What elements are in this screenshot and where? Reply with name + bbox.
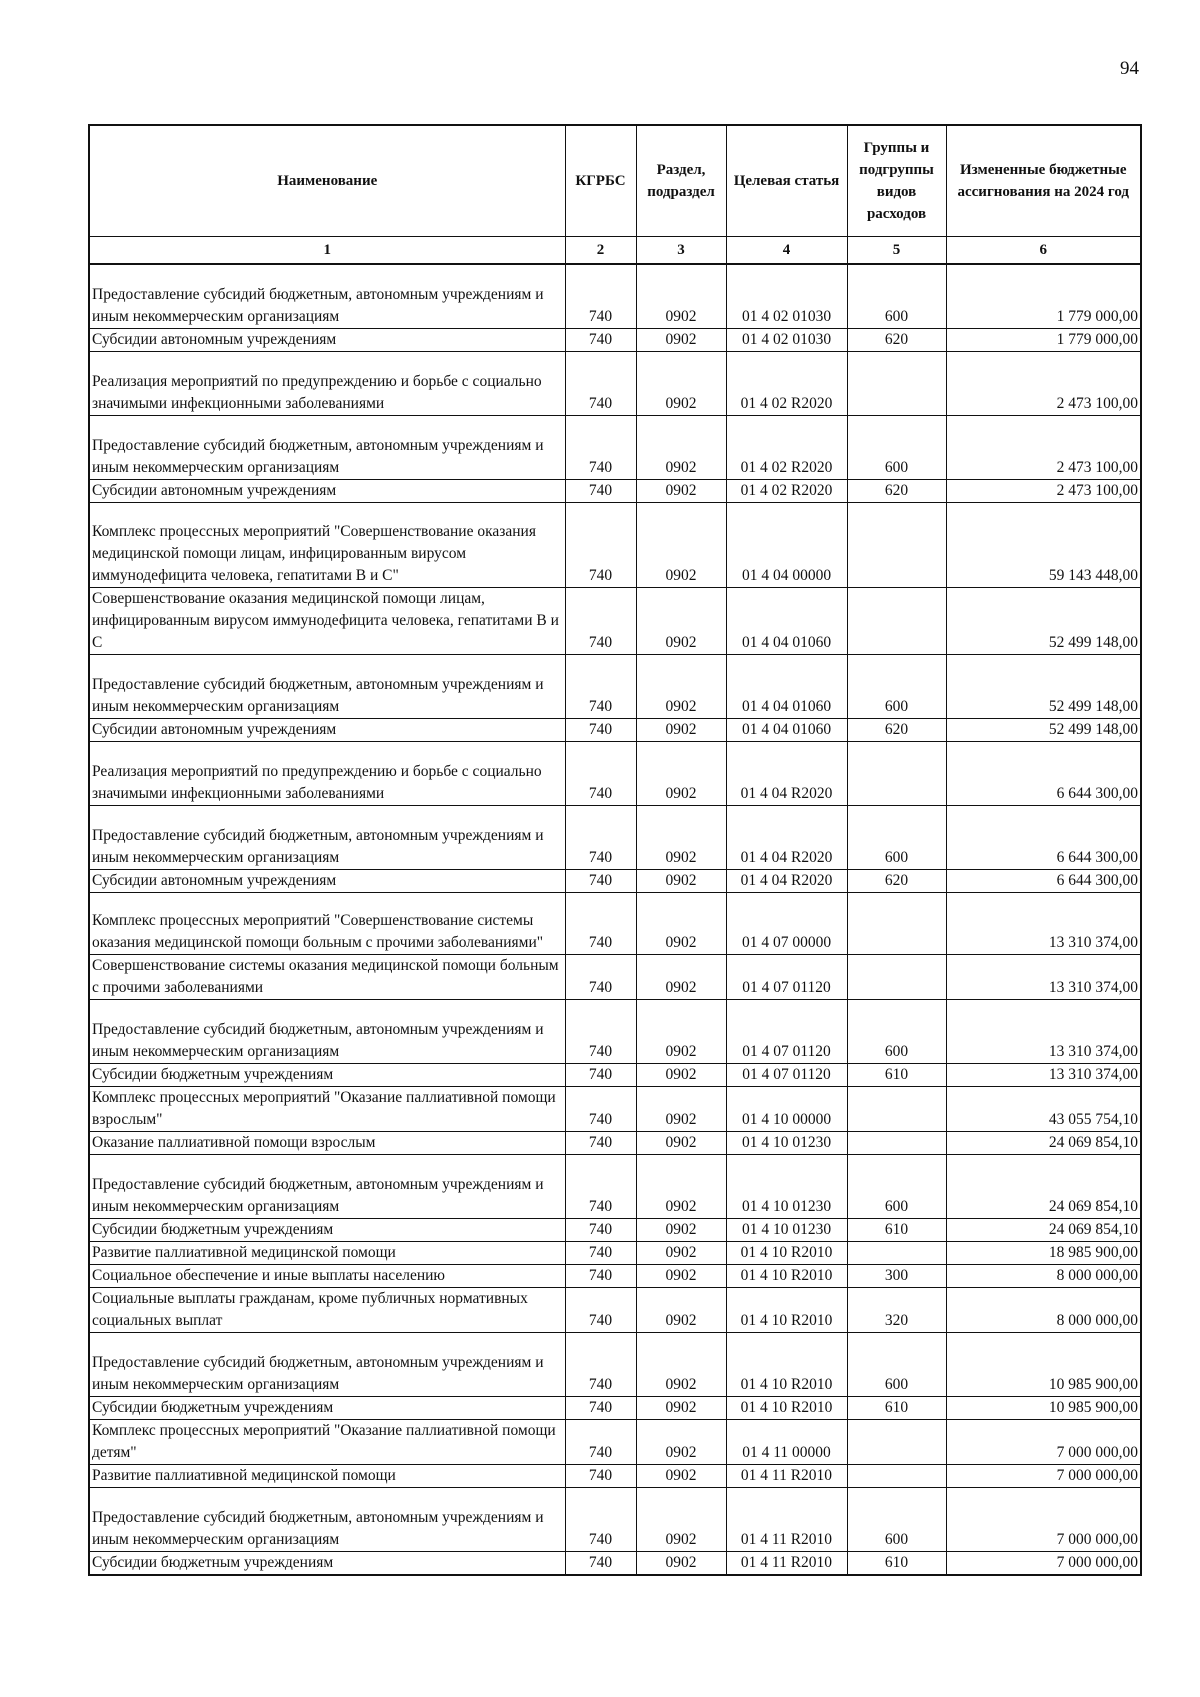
cell-expense-group: 610 bbox=[847, 1063, 946, 1086]
cell-expense-group bbox=[847, 741, 946, 805]
cell-section: 0902 bbox=[636, 654, 726, 718]
table-row bbox=[89, 1086, 1141, 1131]
cell-name: Развитие паллиативной медицинской помощи bbox=[89, 1464, 565, 1487]
cell-expense-group: 610 bbox=[847, 1396, 946, 1419]
cell-amount: 2 473 100,00 bbox=[946, 415, 1141, 479]
cell-amount: 10 985 900,00 bbox=[946, 1396, 1141, 1419]
cell-amount: 52 499 148,00 bbox=[946, 718, 1141, 741]
cell-kgrbs: 740 bbox=[565, 1063, 636, 1086]
table-row bbox=[89, 1241, 1141, 1264]
table-row bbox=[89, 1464, 1141, 1487]
cell-section: 0902 bbox=[636, 587, 726, 654]
table-row bbox=[89, 1419, 1141, 1464]
cell-expense-group bbox=[847, 1419, 946, 1464]
cell-name: Субсидии автономным учреждениям bbox=[89, 718, 565, 741]
cell-amount: 24 069 854,10 bbox=[946, 1131, 1141, 1154]
cell-kgrbs: 740 bbox=[565, 1264, 636, 1287]
cell-name: Субсидии бюджетным учреждениям bbox=[89, 1551, 565, 1575]
header-expense-groups: Группы и подгруппы видов расходов bbox=[847, 125, 946, 237]
table-row bbox=[89, 264, 1141, 328]
cell-kgrbs: 740 bbox=[565, 479, 636, 502]
cell-kgrbs: 740 bbox=[565, 1241, 636, 1264]
cell-section: 0902 bbox=[636, 1396, 726, 1419]
cell-name: Субсидии бюджетным учреждениям bbox=[89, 1063, 565, 1086]
cell-section: 0902 bbox=[636, 1464, 726, 1487]
cell-amount: 8 000 000,00 bbox=[946, 1264, 1141, 1287]
cell-amount: 52 499 148,00 bbox=[946, 654, 1141, 718]
table-row bbox=[89, 328, 1141, 351]
cell-expense-group: 610 bbox=[847, 1551, 946, 1575]
cell-target-article: 01 4 02 01030 bbox=[726, 328, 847, 351]
cell-kgrbs: 740 bbox=[565, 415, 636, 479]
cell-section: 0902 bbox=[636, 479, 726, 502]
cell-amount: 1 779 000,00 bbox=[946, 264, 1141, 328]
cell-name: Реализация мероприятий по предупреждению и борьбе с социально значимыми инфекционными заболеваниями bbox=[89, 741, 565, 805]
cell-section: 0902 bbox=[636, 718, 726, 741]
cell-section: 0902 bbox=[636, 741, 726, 805]
table-row bbox=[89, 479, 1141, 502]
header-name: Наименование bbox=[89, 125, 565, 237]
cell-expense-group bbox=[847, 1464, 946, 1487]
cell-section: 0902 bbox=[636, 1332, 726, 1396]
column-number-row bbox=[89, 237, 1141, 265]
table-row bbox=[89, 892, 1141, 954]
cell-kgrbs: 740 bbox=[565, 1464, 636, 1487]
table-row bbox=[89, 718, 1141, 741]
cell-target-article: 01 4 04 01060 bbox=[726, 718, 847, 741]
header-section: Раздел, подраздел bbox=[636, 125, 726, 237]
cell-expense-group: 620 bbox=[847, 479, 946, 502]
cell-target-article: 01 4 07 00000 bbox=[726, 892, 847, 954]
header-target-article: Целевая статья bbox=[726, 125, 847, 237]
table-row bbox=[89, 654, 1141, 718]
cell-name: Комплекс процессных мероприятий "Совершенствование системы оказания медицинской помощи больным с прочими заболеваниями" bbox=[89, 892, 565, 954]
cell-section: 0902 bbox=[636, 1218, 726, 1241]
cell-section: 0902 bbox=[636, 954, 726, 999]
cell-target-article: 01 4 02 R2020 bbox=[726, 479, 847, 502]
cell-target-article: 01 4 10 R2010 bbox=[726, 1241, 847, 1264]
cell-name: Комплекс процессных мероприятий "Оказание паллиативной помощи детям" bbox=[89, 1419, 565, 1464]
cell-expense-group: 600 bbox=[847, 1154, 946, 1218]
cell-amount: 18 985 900,00 bbox=[946, 1241, 1141, 1264]
cell-amount: 43 055 754,10 bbox=[946, 1086, 1141, 1131]
cell-target-article: 01 4 04 R2020 bbox=[726, 741, 847, 805]
cell-expense-group bbox=[847, 502, 946, 587]
cell-amount: 13 310 374,00 bbox=[946, 954, 1141, 999]
cell-section: 0902 bbox=[636, 1086, 726, 1131]
cell-name: Реализация мероприятий по предупреждению и борьбе с социально значимыми инфекционными заболеваниями bbox=[89, 351, 565, 415]
cell-section: 0902 bbox=[636, 1154, 726, 1218]
cell-amount: 13 310 374,00 bbox=[946, 999, 1141, 1063]
cell-amount: 13 310 374,00 bbox=[946, 1063, 1141, 1086]
budget-table bbox=[88, 124, 1142, 1576]
column-number: 5 bbox=[847, 237, 946, 265]
cell-target-article: 01 4 10 01230 bbox=[726, 1131, 847, 1154]
table-row bbox=[89, 351, 1141, 415]
cell-section: 0902 bbox=[636, 328, 726, 351]
cell-target-article: 01 4 10 R2010 bbox=[726, 1396, 847, 1419]
cell-target-article: 01 4 02 R2020 bbox=[726, 351, 847, 415]
cell-name: Комплекс процессных мероприятий "Оказание паллиативной помощи взрослым" bbox=[89, 1086, 565, 1131]
cell-amount: 6 644 300,00 bbox=[946, 869, 1141, 892]
cell-amount: 24 069 854,10 bbox=[946, 1154, 1141, 1218]
table-row bbox=[89, 1218, 1141, 1241]
cell-target-article: 01 4 04 R2020 bbox=[726, 805, 847, 869]
cell-expense-group: 600 bbox=[847, 999, 946, 1063]
cell-section: 0902 bbox=[636, 1241, 726, 1264]
cell-section: 0902 bbox=[636, 1287, 726, 1332]
header-kgrbs: КГРБС bbox=[565, 125, 636, 237]
cell-target-article: 01 4 10 00000 bbox=[726, 1086, 847, 1131]
cell-name: Предоставление субсидий бюджетным, автономным учреждениям и иным некоммерческим организациям bbox=[89, 264, 565, 328]
header-allocations-2024: Измененные бюджетные ассигнования на 2024 год bbox=[946, 125, 1141, 237]
cell-kgrbs: 740 bbox=[565, 1086, 636, 1131]
cell-expense-group: 620 bbox=[847, 718, 946, 741]
cell-amount: 1 779 000,00 bbox=[946, 328, 1141, 351]
cell-expense-group: 620 bbox=[847, 869, 946, 892]
cell-target-article: 01 4 10 R2010 bbox=[726, 1264, 847, 1287]
cell-kgrbs: 740 bbox=[565, 1487, 636, 1551]
cell-name: Социальное обеспечение и иные выплаты населению bbox=[89, 1264, 565, 1287]
cell-expense-group bbox=[847, 892, 946, 954]
cell-name: Оказание паллиативной помощи взрослым bbox=[89, 1131, 565, 1154]
cell-kgrbs: 740 bbox=[565, 587, 636, 654]
table-row bbox=[89, 1287, 1141, 1332]
cell-target-article: 01 4 07 01120 bbox=[726, 954, 847, 999]
cell-amount: 8 000 000,00 bbox=[946, 1287, 1141, 1332]
cell-kgrbs: 740 bbox=[565, 741, 636, 805]
cell-target-article: 01 4 07 01120 bbox=[726, 1063, 847, 1086]
cell-target-article: 01 4 04 01060 bbox=[726, 654, 847, 718]
cell-kgrbs: 740 bbox=[565, 1131, 636, 1154]
cell-kgrbs: 740 bbox=[565, 264, 636, 328]
cell-target-article: 01 4 10 01230 bbox=[726, 1154, 847, 1218]
cell-expense-group bbox=[847, 1131, 946, 1154]
column-number: 3 bbox=[636, 237, 726, 265]
column-number: 1 bbox=[89, 237, 565, 265]
cell-section: 0902 bbox=[636, 351, 726, 415]
cell-expense-group: 600 bbox=[847, 415, 946, 479]
cell-kgrbs: 740 bbox=[565, 869, 636, 892]
cell-expense-group bbox=[847, 1086, 946, 1131]
cell-name: Социальные выплаты гражданам, кроме публичных нормативных социальных выплат bbox=[89, 1287, 565, 1332]
cell-name: Предоставление субсидий бюджетным, автономным учреждениям и иным некоммерческим организациям bbox=[89, 1332, 565, 1396]
cell-name: Предоставление субсидий бюджетным, автономным учреждениям и иным некоммерческим организациям bbox=[89, 654, 565, 718]
table-row bbox=[89, 805, 1141, 869]
cell-amount: 2 473 100,00 bbox=[946, 351, 1141, 415]
table-row bbox=[89, 1131, 1141, 1154]
cell-expense-group: 600 bbox=[847, 1487, 946, 1551]
table-row bbox=[89, 1264, 1141, 1287]
cell-section: 0902 bbox=[636, 1419, 726, 1464]
table-row bbox=[89, 502, 1141, 587]
cell-kgrbs: 740 bbox=[565, 502, 636, 587]
cell-kgrbs: 740 bbox=[565, 1332, 636, 1396]
cell-expense-group: 600 bbox=[847, 654, 946, 718]
cell-target-article: 01 4 11 00000 bbox=[726, 1419, 847, 1464]
cell-kgrbs: 740 bbox=[565, 1287, 636, 1332]
column-number: 2 bbox=[565, 237, 636, 265]
table-row bbox=[89, 415, 1141, 479]
cell-amount: 52 499 148,00 bbox=[946, 587, 1141, 654]
cell-amount: 7 000 000,00 bbox=[946, 1487, 1141, 1551]
cell-name: Предоставление субсидий бюджетным, автономным учреждениям и иным некоммерческим организациям bbox=[89, 805, 565, 869]
cell-name: Субсидии автономным учреждениям bbox=[89, 328, 565, 351]
cell-name: Предоставление субсидий бюджетным, автономным учреждениям и иным некоммерческим организациям bbox=[89, 1154, 565, 1218]
table-row bbox=[89, 954, 1141, 999]
cell-section: 0902 bbox=[636, 1131, 726, 1154]
table-row bbox=[89, 1063, 1141, 1086]
cell-name: Субсидии бюджетным учреждениям bbox=[89, 1218, 565, 1241]
cell-name: Совершенствование системы оказания медицинской помощи больным с прочими заболеваниями bbox=[89, 954, 565, 999]
table-row bbox=[89, 1487, 1141, 1551]
header-row bbox=[89, 125, 1141, 237]
cell-name: Развитие паллиативной медицинской помощи bbox=[89, 1241, 565, 1264]
cell-section: 0902 bbox=[636, 1551, 726, 1575]
table-row bbox=[89, 869, 1141, 892]
cell-expense-group: 320 bbox=[847, 1287, 946, 1332]
page-number: 94 bbox=[1120, 58, 1139, 79]
cell-target-article: 01 4 11 R2010 bbox=[726, 1464, 847, 1487]
cell-amount: 13 310 374,00 bbox=[946, 892, 1141, 954]
cell-target-article: 01 4 02 01030 bbox=[726, 264, 847, 328]
cell-target-article: 01 4 04 01060 bbox=[726, 587, 847, 654]
table-body bbox=[89, 264, 1141, 1575]
column-number: 6 bbox=[946, 237, 1141, 265]
cell-kgrbs: 740 bbox=[565, 1551, 636, 1575]
cell-target-article: 01 4 10 R2010 bbox=[726, 1287, 847, 1332]
cell-amount: 6 644 300,00 bbox=[946, 805, 1141, 869]
cell-expense-group: 600 bbox=[847, 805, 946, 869]
cell-target-article: 01 4 04 00000 bbox=[726, 502, 847, 587]
cell-section: 0902 bbox=[636, 1264, 726, 1287]
cell-kgrbs: 740 bbox=[565, 718, 636, 741]
cell-target-article: 01 4 10 01230 bbox=[726, 1218, 847, 1241]
cell-section: 0902 bbox=[636, 264, 726, 328]
cell-expense-group: 600 bbox=[847, 1332, 946, 1396]
cell-amount: 7 000 000,00 bbox=[946, 1464, 1141, 1487]
cell-amount: 59 143 448,00 bbox=[946, 502, 1141, 587]
column-number: 4 bbox=[726, 237, 847, 265]
cell-kgrbs: 740 bbox=[565, 328, 636, 351]
cell-name: Предоставление субсидий бюджетным, автономным учреждениям и иным некоммерческим организациям bbox=[89, 999, 565, 1063]
cell-name: Субсидии бюджетным учреждениям bbox=[89, 1396, 565, 1419]
cell-amount: 7 000 000,00 bbox=[946, 1419, 1141, 1464]
cell-section: 0902 bbox=[636, 805, 726, 869]
cell-expense-group bbox=[847, 954, 946, 999]
cell-amount: 6 644 300,00 bbox=[946, 741, 1141, 805]
cell-section: 0902 bbox=[636, 999, 726, 1063]
cell-expense-group: 600 bbox=[847, 264, 946, 328]
cell-name: Субсидии автономным учреждениям bbox=[89, 479, 565, 502]
table-row bbox=[89, 741, 1141, 805]
cell-name: Предоставление субсидий бюджетным, автономным учреждениям и иным некоммерческим организациям bbox=[89, 415, 565, 479]
cell-expense-group: 300 bbox=[847, 1264, 946, 1287]
cell-name: Совершенствование оказания медицинской помощи лицам, инфицированным вирусом иммунодефицита человека, гепатитами В и С bbox=[89, 587, 565, 654]
cell-amount: 10 985 900,00 bbox=[946, 1332, 1141, 1396]
cell-kgrbs: 740 bbox=[565, 1154, 636, 1218]
cell-section: 0902 bbox=[636, 502, 726, 587]
cell-target-article: 01 4 07 01120 bbox=[726, 999, 847, 1063]
cell-name: Субсидии автономным учреждениям bbox=[89, 869, 565, 892]
cell-expense-group: 610 bbox=[847, 1218, 946, 1241]
cell-name: Комплекс процессных мероприятий "Совершенствование оказания медицинской помощи лицам, инфицированным вирусом иммунодефицита человека, гепатитами В и С" bbox=[89, 502, 565, 587]
table-row bbox=[89, 1154, 1141, 1218]
cell-target-article: 01 4 11 R2010 bbox=[726, 1551, 847, 1575]
cell-section: 0902 bbox=[636, 415, 726, 479]
table-row bbox=[89, 999, 1141, 1063]
cell-amount: 2 473 100,00 bbox=[946, 479, 1141, 502]
cell-kgrbs: 740 bbox=[565, 892, 636, 954]
cell-kgrbs: 740 bbox=[565, 999, 636, 1063]
cell-amount: 7 000 000,00 bbox=[946, 1551, 1141, 1575]
cell-kgrbs: 740 bbox=[565, 351, 636, 415]
cell-expense-group bbox=[847, 351, 946, 415]
cell-kgrbs: 740 bbox=[565, 954, 636, 999]
cell-section: 0902 bbox=[636, 892, 726, 954]
cell-amount: 24 069 854,10 bbox=[946, 1218, 1141, 1241]
cell-kgrbs: 740 bbox=[565, 1218, 636, 1241]
cell-expense-group: 620 bbox=[847, 328, 946, 351]
cell-target-article: 01 4 10 R2010 bbox=[726, 1332, 847, 1396]
cell-kgrbs: 740 bbox=[565, 805, 636, 869]
cell-target-article: 01 4 02 R2020 bbox=[726, 415, 847, 479]
cell-section: 0902 bbox=[636, 1487, 726, 1551]
cell-section: 0902 bbox=[636, 869, 726, 892]
cell-target-article: 01 4 04 R2020 bbox=[726, 869, 847, 892]
cell-target-article: 01 4 11 R2010 bbox=[726, 1487, 847, 1551]
table-row bbox=[89, 1332, 1141, 1396]
cell-expense-group bbox=[847, 587, 946, 654]
table-row bbox=[89, 587, 1141, 654]
cell-kgrbs: 740 bbox=[565, 1396, 636, 1419]
cell-section: 0902 bbox=[636, 1063, 726, 1086]
cell-kgrbs: 740 bbox=[565, 654, 636, 718]
cell-expense-group bbox=[847, 1241, 946, 1264]
table-row bbox=[89, 1396, 1141, 1419]
table-row bbox=[89, 1551, 1141, 1575]
cell-kgrbs: 740 bbox=[565, 1419, 636, 1464]
cell-name: Предоставление субсидий бюджетным, автономным учреждениям и иным некоммерческим организациям bbox=[89, 1487, 565, 1551]
